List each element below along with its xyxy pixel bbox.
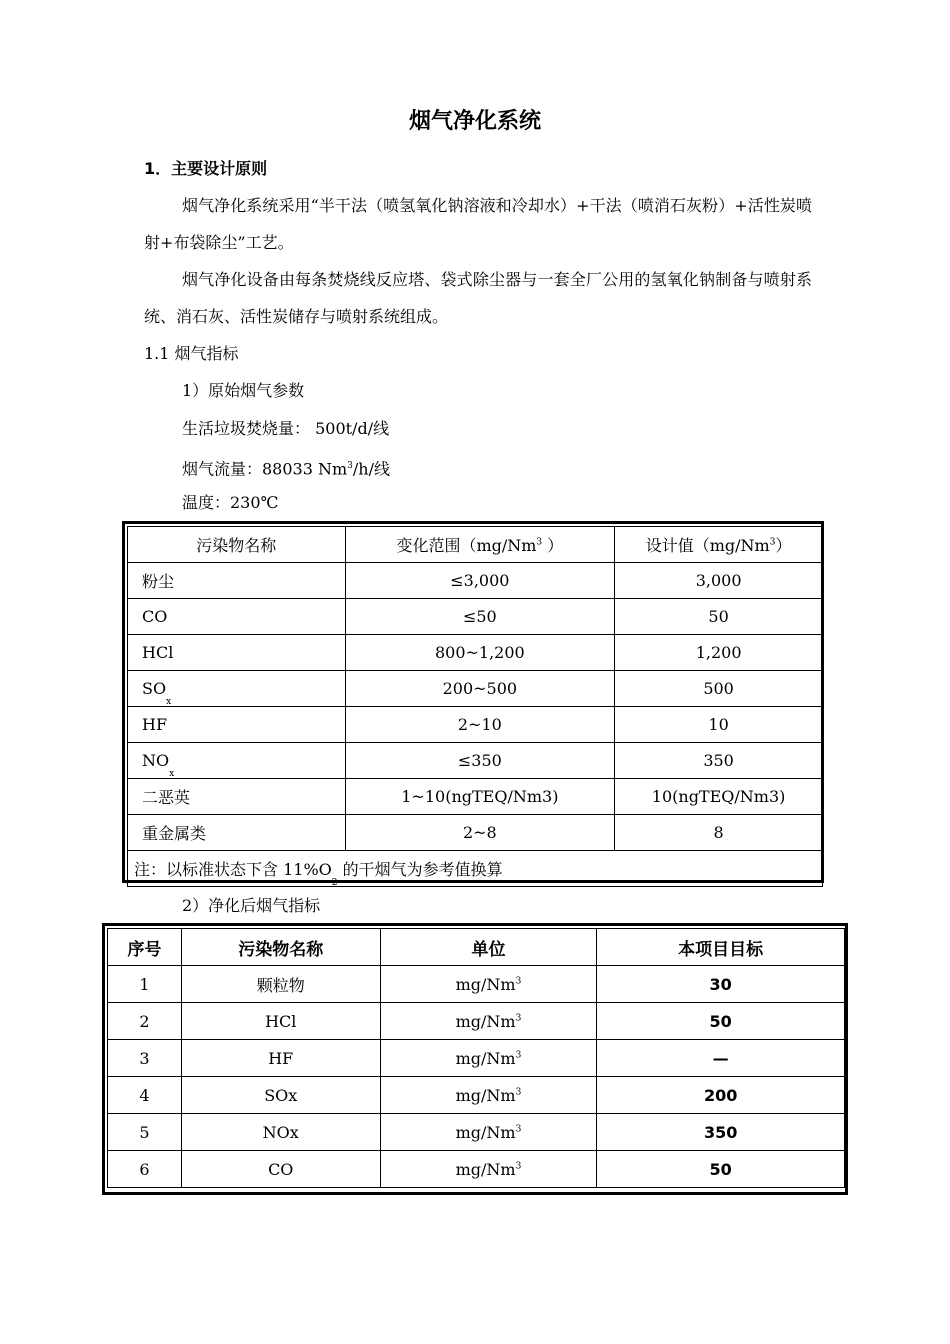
unit [380,966,597,1003]
unit-text: mg/Nm [455,1159,516,1179]
range-value: 1~10(ngTEQ/Nm3) [345,779,615,815]
row-no: 6 [108,1151,182,1188]
unit [380,1003,597,1040]
target-value: 350 [597,1114,845,1151]
range-value: ≤3,000 [345,563,615,599]
design-value: 3,000 [615,563,823,599]
range-value: 800~1,200 [345,635,615,671]
pollutant-name-sub: x [169,769,175,779]
pollutant-name: 重金属类 [128,815,346,851]
target-value: 200 [597,1077,845,1114]
unit-text: mg/Nm [455,1085,516,1105]
paragraph-equipment: 烟气净化设备由每条焚烧线反应塔、袋式除尘器与一套全厂公用的氢氧化钠制备与喷射系统、消石灰、活性炭储存与喷射系统组成。 [144,270,812,326]
unit [380,1040,597,1077]
header-unit: 单位 [380,929,597,966]
pollutant-name: HF [181,1040,380,1077]
header-design-sup: 3 [769,537,776,548]
unit-text: mg/Nm [455,1122,516,1142]
design-value: 1,200 [615,635,823,671]
header-pollutant: 污染物名称 [128,527,346,563]
header-design [615,527,823,563]
row-no: 5 [108,1114,182,1151]
design-value: 10 [615,707,823,743]
design-value: 10(ngTEQ/Nm3) [615,779,823,815]
row-no: 2 [108,1003,182,1040]
pollutant-name-text: NO [142,751,170,770]
table-row [128,635,823,671]
pollutant-name: 粉尘 [128,563,346,599]
temperature: 温度：230℃ [182,493,279,512]
item-clean-gas: 2）净化后烟气指标 [182,896,321,915]
unit-text: mg/Nm [455,974,516,994]
pollutant-name [128,743,346,779]
table-header-row [108,929,845,966]
table-row [128,779,823,815]
pollutant-name: 二恶英 [128,779,346,815]
unit-sup: 3 [515,1050,522,1061]
pollutant-name: 颗粒物 [181,966,380,1003]
header-range-end: ） [542,536,564,555]
table-row [128,743,823,779]
header-range-text: 变化范围（mg/Nm [396,536,537,555]
range-value: 200~500 [345,671,615,707]
header-no: 序号 [108,929,182,966]
pollutant-name [128,671,346,707]
unit-sup: 3 [515,976,522,987]
table-row [108,966,845,1003]
subsection-heading: 1.1 烟气指标 [144,344,239,363]
range-value: ≤350 [345,743,615,779]
header-target: 本项目目标 [597,929,845,966]
table-note-row [128,851,823,887]
design-value: 350 [615,743,823,779]
pollutant-name: HF [128,707,346,743]
unit-sup: 3 [515,1013,522,1024]
section-heading: 1．主要设计原则 [144,159,268,178]
gas-flow-unit: /h/线 [352,459,390,479]
unit-text: mg/Nm [455,1011,516,1031]
header-design-end: ） [775,536,792,555]
header-range [345,527,615,563]
unit [380,1114,597,1151]
target-value: — [597,1040,845,1077]
pollutant-name: SOx [181,1077,380,1114]
table-row [128,599,823,635]
design-value: 50 [615,599,823,635]
waste-capacity: 生活垃圾焚烧量： 500t/d/线 [182,419,390,438]
row-no: 4 [108,1077,182,1114]
target-value: 50 [597,1151,845,1188]
table-note [128,851,823,887]
table-row [108,1151,845,1188]
gas-flow [182,456,390,479]
table-row [108,1040,845,1077]
range-value: ≤50 [345,599,615,635]
pollutant-name: NOx [181,1114,380,1151]
range-value: 2~8 [345,815,615,851]
table-header-row [128,527,823,563]
note-text-end: 的干烟气为参考值换算 [337,860,503,879]
unit-sup: 3 [515,1161,522,1172]
design-value: 8 [615,815,823,851]
table-row [128,671,823,707]
paragraph-process: 烟气净化系统采用“半干法（喷氢氧化钠溶液和冷却水）+干法（喷消石灰粉）+活性炭喷射+布袋除尘”工艺。 [144,196,812,252]
gas-flow-sup: 3 [347,461,353,471]
page-title: 烟气净化系统 [408,109,541,134]
table-row [128,563,823,599]
table-row [128,707,823,743]
unit [380,1151,597,1188]
table-row [108,1114,845,1151]
range-value: 2~10 [345,707,615,743]
pollutant-name: CO [181,1151,380,1188]
header-pollutant: 污染物名称 [181,929,380,966]
table-row [128,815,823,851]
row-no: 1 [108,966,182,1003]
row-no: 3 [108,1040,182,1077]
pollutant-name: HCl [128,635,346,671]
gas-flow-text: 烟气流量：88033 Nm [182,459,348,479]
target-value: 50 [597,1003,845,1040]
pollutant-name: CO [128,599,346,635]
unit-sup: 3 [515,1087,522,1098]
note-text: 注：以标准状态下含 11%O [134,860,332,879]
pollutant-name-sub: x [166,697,172,707]
design-value: 500 [615,671,823,707]
item-raw-gas: 1）原始烟气参数 [182,381,305,400]
clean-gas-table [107,928,845,1188]
header-range-sup: 3 [536,537,543,548]
table-row [108,1077,845,1114]
unit-sup: 3 [515,1124,522,1135]
raw-gas-table [127,526,823,887]
unit-text: mg/Nm [455,1048,516,1068]
pollutant-name: HCl [181,1003,380,1040]
note-sub: 2 [331,878,338,888]
unit [380,1077,597,1114]
target-value: 30 [597,966,845,1003]
pollutant-name-text: SO [142,679,167,698]
table-row [108,1003,845,1040]
header-design-text: 设计值（mg/Nm [645,536,770,555]
